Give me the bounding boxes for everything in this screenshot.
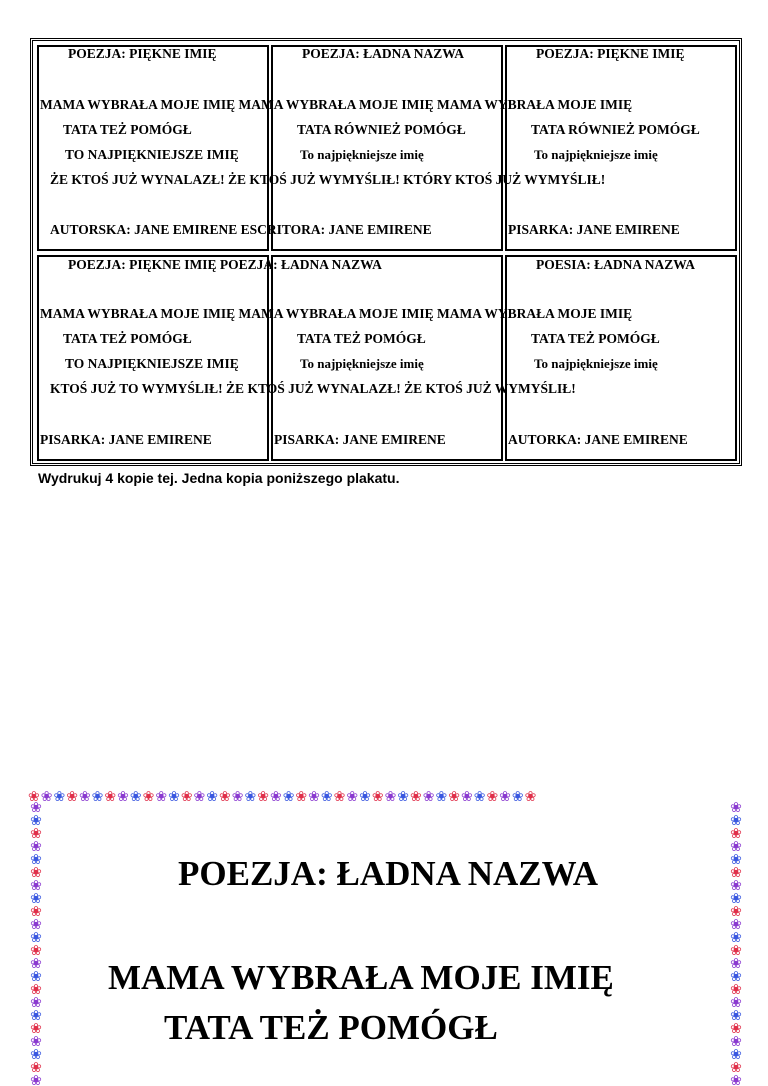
balloon-icon: ❀ — [333, 789, 347, 805]
balloon-icon: ❀ — [30, 891, 42, 907]
poem-author: PISARKA: JANE EMIRENE — [274, 432, 446, 447]
balloon-icon: ❀ — [30, 878, 42, 894]
balloon-icon: ❀ — [422, 789, 436, 805]
balloon-icon: ❀ — [91, 789, 105, 805]
balloon-icon: ❀ — [371, 789, 385, 805]
decorative-border-left — [28, 802, 44, 1086]
balloon-icon: ❀ — [219, 789, 232, 805]
balloon-icon: ❀ — [30, 826, 42, 842]
balloon-icon: ❀ — [30, 982, 42, 998]
balloon-icon: ❀ — [730, 891, 742, 907]
balloon-icon: ❀ — [308, 789, 321, 805]
balloon-icon: ❀ — [730, 852, 742, 868]
balloon-icon: ❀ — [30, 1060, 42, 1076]
balloon-icon: ❀ — [155, 789, 169, 805]
poem-line: TATA RÓWNIEŻ POMÓGŁ — [531, 122, 700, 137]
balloon-icon: ❀ — [142, 789, 156, 805]
balloon-icon: ❀ — [730, 943, 742, 959]
balloon-icon: ❀ — [435, 789, 449, 805]
balloon-icon: ❀ — [473, 789, 487, 805]
poem-line: TATA RÓWNIEŻ POMÓGŁ — [297, 122, 466, 137]
poem-title: POEZJA: PIĘKNE IMIĘ POEZJA: ŁADNA NAZWA — [68, 257, 382, 272]
balloon-icon: ❀ — [269, 789, 283, 805]
poem-author: AUTORSKA: JANE EMIRENE ESCRITORA: JANE EMIRENE — [50, 222, 432, 237]
balloon-icon: ❀ — [30, 917, 42, 933]
balloon-icon: ❀ — [30, 904, 42, 920]
balloon-icon: ❀ — [30, 1034, 42, 1050]
balloon-icon: ❀ — [295, 789, 309, 805]
balloon-icon: ❀ — [410, 789, 423, 805]
poem-line: To najpiękniejsze imię — [300, 147, 424, 162]
balloon-icon: ❀ — [346, 789, 360, 805]
balloon-icon: ❀ — [30, 943, 42, 959]
balloon-icon: ❀ — [524, 789, 538, 805]
balloon-icon: ❀ — [231, 789, 245, 805]
balloon-icon: ❀ — [359, 789, 372, 805]
balloon-icon: ❀ — [397, 789, 411, 805]
balloon-icon: ❀ — [730, 813, 742, 829]
balloon-icon: ❀ — [53, 789, 67, 805]
balloon-icon: ❀ — [730, 1021, 742, 1037]
balloon-icon: ❀ — [30, 930, 42, 946]
balloon-icon: ❀ — [244, 789, 258, 805]
balloon-icon: ❀ — [30, 1021, 42, 1037]
poem-line: TATA TEŻ POMÓGŁ — [63, 331, 192, 346]
poem-line: TO NAJPIĘKNIEJSZE IMIĘ — [65, 356, 239, 371]
poster-line: MAMA WYBRAŁA MOJE IMIĘ — [108, 958, 614, 997]
print-instructions: Wydrukuj 4 kopie tej. Jedna kopia poniższego plakatu. — [38, 470, 400, 486]
balloon-icon: ❀ — [30, 813, 42, 829]
balloon-icon: ❀ — [730, 878, 742, 894]
balloon-icon: ❀ — [730, 865, 742, 881]
balloon-icon: ❀ — [30, 1047, 42, 1063]
balloon-icon: ❀ — [180, 789, 194, 805]
balloon-icon: ❀ — [730, 969, 742, 985]
balloon-icon: ❀ — [30, 865, 42, 881]
balloon-icon: ❀ — [730, 1073, 742, 1086]
poem-line: To najpiękniejsze imię — [534, 147, 658, 162]
balloon-icon: ❀ — [730, 826, 742, 842]
balloon-icon: ❀ — [486, 789, 500, 805]
poem-author: PISARKA: JANE EMIRENE — [508, 222, 680, 237]
balloon-icon: ❀ — [730, 917, 742, 933]
balloon-icon: ❀ — [66, 789, 79, 805]
poem-line: To najpiękniejsze imię — [300, 356, 424, 371]
balloon-icon: ❀ — [104, 789, 118, 805]
balloon-icon: ❀ — [30, 839, 42, 855]
balloon-icon: ❀ — [730, 802, 742, 816]
balloon-icon: ❀ — [257, 789, 270, 805]
balloon-icon: ❀ — [40, 789, 54, 805]
poem-author: PISARKA: JANE EMIRENE — [40, 432, 212, 447]
balloon-icon: ❀ — [30, 1008, 42, 1024]
decorative-border-right — [728, 802, 744, 1086]
poem-line: TO NAJPIĘKNIEJSZE IMIĘ — [65, 147, 239, 162]
poem-title: POEZJA: ŁADNA NAZWA — [302, 46, 465, 61]
balloon-icon: ❀ — [30, 1073, 42, 1086]
balloon-icon: ❀ — [30, 802, 42, 816]
balloon-icon: ❀ — [730, 1034, 742, 1050]
poem-line: TATA TEŻ POMÓGŁ — [63, 122, 192, 137]
poem-line: To najpiękniejsze imię — [534, 356, 658, 371]
poem-line: MAMA WYBRAŁA MOJE IMIĘ MAMA WYBRAŁA MOJE IMIĘ MAMA WYBRAŁA MOJE IMIĘ — [40, 97, 633, 112]
balloon-icon: ❀ — [730, 1060, 742, 1076]
poem-line: ŻE KTOŚ JUŻ WYNALAZŁ! ŻE KTOŚ JUŻ WYMYŚLIŁ! KTÓRY KTOŚ JUŻ WYMYŚLIŁ! — [50, 172, 606, 187]
poem-line: TATA TEŻ POMÓGŁ — [531, 331, 660, 346]
balloon-icon: ❀ — [448, 789, 461, 805]
poem-title: POEZJA: PIĘKNE IMIĘ — [536, 46, 685, 61]
balloon-icon: ❀ — [730, 904, 742, 920]
poem-line: TATA TEŻ POMÓGŁ — [297, 331, 426, 346]
balloon-icon: ❀ — [730, 839, 742, 855]
balloon-icon: ❀ — [511, 789, 525, 805]
balloon-icon: ❀ — [117, 789, 130, 805]
balloon-icon: ❀ — [730, 995, 742, 1011]
balloon-icon: ❀ — [30, 956, 42, 972]
balloon-icon: ❀ — [499, 789, 512, 805]
poem-author: AUTORKA: JANE EMIRENE — [508, 432, 688, 447]
balloon-icon: ❀ — [282, 789, 296, 805]
balloon-icon: ❀ — [730, 1047, 742, 1063]
balloon-icon: ❀ — [384, 789, 398, 805]
balloon-icon: ❀ — [30, 969, 42, 985]
balloon-icon: ❀ — [320, 789, 334, 805]
balloon-icon: ❀ — [78, 789, 92, 805]
balloon-icon: ❀ — [730, 956, 742, 972]
decorative-border-top — [28, 786, 748, 808]
balloon-icon: ❀ — [730, 982, 742, 998]
poster-line: TATA TEŻ POMÓGŁ — [164, 1008, 498, 1047]
poem-title: POEZJA: PIĘKNE IMIĘ — [68, 46, 217, 61]
poster-title: POEZJA: ŁADNA NAZWA — [178, 854, 599, 893]
poem-line: KTOŚ JUŻ TO WYMYŚLIŁ! ŻE KTOŚ JUŻ WYNALAZŁ! ŻE KTOŚ JUŻ WYMYŚLIŁ! — [50, 381, 576, 396]
balloon-icon: ❀ — [206, 789, 220, 805]
balloon-icon: ❀ — [30, 852, 42, 868]
balloon-icon: ❀ — [30, 995, 42, 1011]
poster — [28, 786, 748, 1086]
poem-line: MAMA WYBRAŁA MOJE IMIĘ MAMA WYBRAŁA MOJE IMIĘ MAMA WYBRAŁA MOJE IMIĘ — [40, 306, 633, 321]
balloon-icon: ❀ — [730, 930, 742, 946]
balloon-icon: ❀ — [129, 789, 143, 805]
balloon-icon: ❀ — [460, 789, 474, 805]
poem-title: POESIA: ŁADNA NAZWA — [536, 257, 696, 272]
balloon-icon: ❀ — [168, 789, 181, 805]
balloon-icon: ❀ — [730, 1008, 742, 1024]
balloon-icon: ❀ — [193, 789, 207, 805]
balloon-icon: ❀ — [28, 789, 41, 805]
